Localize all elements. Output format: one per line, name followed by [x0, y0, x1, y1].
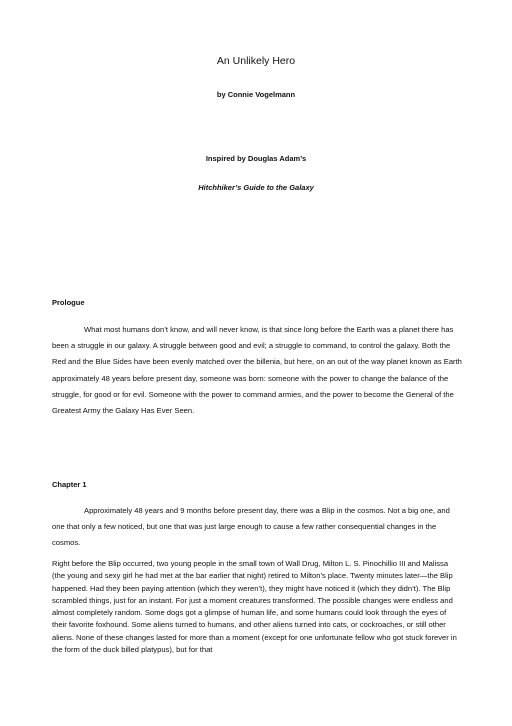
chapter-1-paragraph-1: Approximately 48 years and 9 months before present day, there was a Blip in the cosmos. Not a big one, and one that only a few noticed, but one that was just large enough to cause a few rather consequential changes in the cosmos. [52, 506, 450, 548]
chapter-1-paragraph-2: Right before the Blip occurred, two young people in the small town of Wall Drug, Milton L. S. Pinochillio III and Malissa (the young and sexy girl he had met at the bar earlier that night) retired to Milton’s place. Twenty minutes later—the Blip happened. Had they been paying attention (which they weren’t), they might have noticed it (which they didn’t). The Blip scrambled things, just for an instant. For just a moment creatures transformed. The possible changes were endless and almost completely random. Some dogs got a glimpse of human life, and some humans could look through the eyes of their favorite foxhound. Some aliens turned to humans, and other aliens turned into cats, or cockroaches, or still other aliens. None of these changes lasted for more than a moment (except for one unfortunate fellow who got stuck forever in the form of the duck billed platypus), but for that [52, 559, 457, 655]
document-title: An Unlikely Hero [216, 55, 296, 67]
inspiration-source-title: Hitchhiker’s Guide to the Galaxy [198, 183, 314, 192]
prologue-paragraph: What most humans don’t know, and will never know, is that since long before the Earth was a planet there has been a struggle in our galaxy. A struggle between good and evil; a struggle to command, to control the galaxy. Both the Red and the Blue Sides have been evenly matched over the billenia, but here, on an out of the way planet known as Earth approximately 48 years before present day, someone was born: someone with the power to change the balance of the struggle, for good or for evil. Someone with the power to command armies, and the power to become the General of the Greatest Army the Galaxy Has Ever Seen. [52, 325, 462, 416]
author-byline: by Connie Vogelmann [216, 90, 296, 99]
chapter-1-heading: Chapter 1 [52, 480, 87, 489]
inspiration-line: Inspired by Douglas Adam’s [205, 154, 307, 163]
prologue-heading: Prologue [52, 298, 85, 307]
